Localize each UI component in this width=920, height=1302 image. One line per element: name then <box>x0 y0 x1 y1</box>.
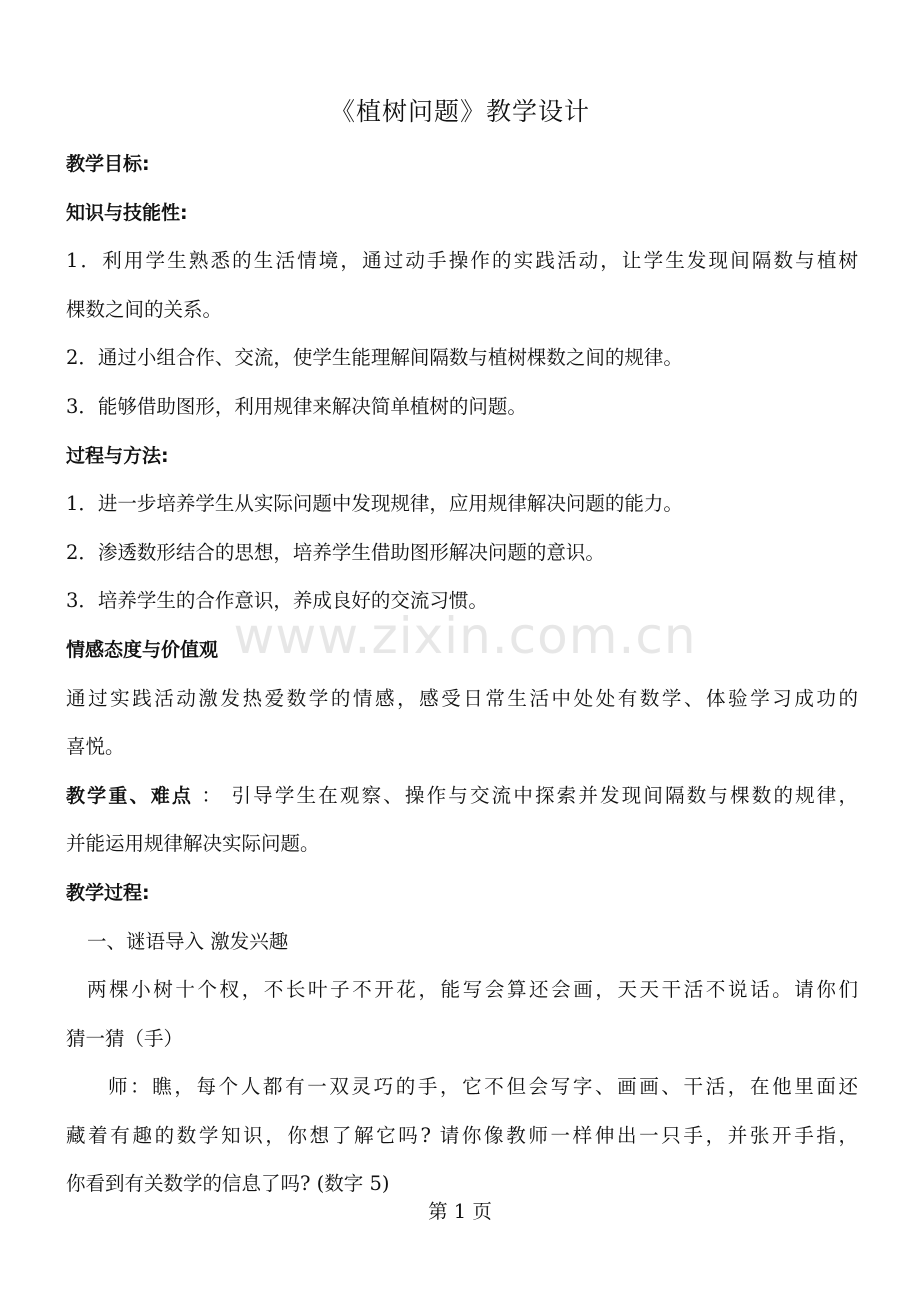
emotion-line-1: 通过实践活动激发热爱数学的情感，感受日常生活中处处有数学、体验学习成功的 <box>66 686 858 710</box>
process-item-1: 1．进一步培养学生从实际问题中发现规律，应用规律解决问题的能力。 <box>66 492 683 516</box>
page-footer: 第 1 页 <box>428 1200 492 1223</box>
teacher-line-2: 藏着有趣的数学知识，你想了解它吗? 请你像教师一样伸出一只手，并张开手指， <box>66 1123 858 1147</box>
keypoint-line-1 <box>66 772 858 821</box>
emotion-line-2: 喜悦。 <box>66 735 125 759</box>
knowledge-item-1-line-2: 棵数之间的关系。 <box>66 297 223 321</box>
teacher-line-1: 师：瞧，每个人都有一双灵巧的手，它不但会写字、画画、干活，在他里面还 <box>108 1075 858 1099</box>
knowledge-item-3: 3．能够借助图形，利用规律来解决简单植树的问题。 <box>66 394 527 418</box>
step1-heading: 一、谜语导入 激发兴趣 <box>87 929 289 953</box>
keypoint-line-2: 并能运用规律解决实际问题。 <box>66 832 320 856</box>
keypoint-label: 教学重、难点 <box>66 784 194 807</box>
knowledge-heading: 知识与技能性: <box>66 201 188 224</box>
emotion-heading: 情感态度与价值观 <box>66 638 219 661</box>
process-item-2: 2．渗透数形结合的思想，培养学生借助图形解决问题的意识。 <box>66 540 605 564</box>
teacher-line-3: 你看到有关数学的信息了吗? (数字 5) <box>66 1172 390 1196</box>
knowledge-item-2: 2．通过小组合作、交流，使学生能理解间隔数与植树棵数之间的规律。 <box>66 346 683 370</box>
keypoint-text: ： 引导学生在观察、操作与交流中探索并发现间隔数与棵数的规律， <box>193 783 858 807</box>
riddle-line-1: 两棵小树十个杈，不长叶子不开花，能写会算还会画，天天干活不说话。请你们 <box>87 978 858 1002</box>
teaching-heading: 教学过程: <box>66 881 150 904</box>
knowledge-item-1-line-1: 1．利用学生熟悉的生活情境，通过动手操作的实践活动，让学生发现间隔数与植树 <box>66 249 858 273</box>
document-body <box>66 140 858 1209</box>
process-item-3: 3．培养学生的合作意识，养成良好的交流习惯。 <box>66 589 488 613</box>
riddle-line-2: 猜一猜（手） <box>66 1026 184 1050</box>
process-heading: 过程与方法: <box>66 444 169 467</box>
watermark: www.zixin.com.cn <box>233 607 697 665</box>
goals-heading: 教学目标: <box>66 153 150 175</box>
document-title: 《植树问题》教学设计 <box>329 97 590 126</box>
